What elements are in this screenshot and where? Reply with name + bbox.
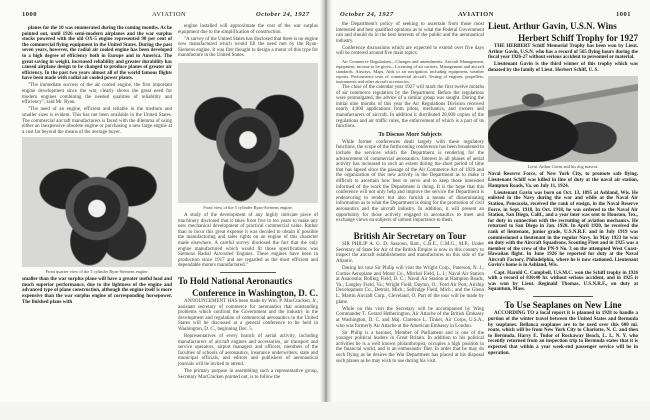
- paragraph: While former conferences dealt largely with these regulatory functions, the scope of the forthcoming conference has been broadened to include the services which the Department is rendering for the advancement of commercial aeronautics. Interest in all phases of aerial activity has increased to such an extent during the short period of time that has lapsed since the passage of the Air Commerce Act of 1926 and the organization of this new activity in the Department as to make it difficult to ascertain how best to serve and to keep those interested informed of the work the Department is doing. It is the hope that this conference will not only help and improve the service the Department is endeavoring to render but also furnish a means of disseminating information as to what the Department is doing for the promotion of civil aeronautics and the aircraft industry. In addition, it will present an opportunity for those actively engaged in aeronautics to meet and exchange views on subjects of utmost importance to them.: [336, 139, 484, 224]
- issue-date: October 24, 1927: [256, 11, 310, 18]
- engine-photo-front-quarter: [22, 137, 172, 267]
- paragraph: ANNOUNCEMENT HAS been made by Wm. P. MacCracken, Jr., assistant secretary of commerce for aeronautics that outstanding problems which confront the Government and the industry in the development and regulation of commercial aeronautics in the United States will be discussed at a general conference to be held in Washington, D. C., beginning Dec. 5.: [178, 299, 318, 332]
- right-page: [326, 0, 650, 402]
- paragraph: Lieutenant Gavin was born on Oct. 13, 1895 at Ashland, Wis. He enlisted in the Navy during the war and while at the Naval Air Station, Pensacola, received the rank of ensign, in the Naval Reserve Force, in Sept. 1918. In Oct. 1918, he was ordered to the Naval Air Station, San Diego, Calif., and a year later was sent to Houston, Tex., for duty in connection with the recruiting of aviation mechanics. He returned to San Diego in Jan. 1920. In April 1920, he received the rank of lieutenant, junior grade, U.S.N.R.F. and in July 1919 was commissioned a lieutenant in the regular Navy. In May 1923 he was on duty with the Aircraft Squadrons, Scouting Fleet and in 1925 was a member of the crew of the PN-9 No. 3 on the attempted West Coast-Hawaiian flight. In June 1926 he reported for duty at the Naval Aircraft Factory, Philadelphia, where he is now stationed. Lieutenant Gavin's home is in Ashland, Wis.: [488, 190, 638, 269]
- headline: Lieut. Arthur Gavin, U.S.N. Wins: [488, 21, 617, 31]
- paragraph: THE HERBERT Schiff Memorial Trophy has been won by Lieut. Arthur Gavin, U.S.N. who has a record of 565 flying hours during the fiscal year 1926-27 without serious accident to personnel or material.: [488, 44, 638, 61]
- paragraph: Naval Reserve Force, of New York City, to promote safe flying. Lieutenant Schiff was killed in line of duty at the naval air station, Hampton Roads, Va. on July 11, 1924.: [488, 172, 638, 189]
- paragraph: Representatives of every branch of aerial activity, including manufacturers of aircraft engines and accessories, air transport and service operators, airport managers and officers, members of the faculties of schools of aeronautics, insurance underwriters, state and municipal officials, and editors and publishers of aeronautical journals will be invited to attend.: [178, 334, 318, 368]
- paragraph: "The need of an engine, efficient and reliable in the medium and smaller sizes is evident. This has not been available in the United States. The commercial aircraft manufacturers is faced with the dilemma of using either an inexpensive obsolete engine or purchasing a new large engine at a cost far beyond the means of the average buyer.: [22, 107, 172, 135]
- paragraph: While on this visit the Secretary will be accompanied by Wing Commander T. Gerard Hetherington, Air Attache of the British Embassy at Washington, D. C. and Maj. Clarence L. Tinker, Air Corps, U.S.A., who was formerly Air Attache at the American Embassy in London.: [336, 306, 484, 329]
- paragraph: Capt. Harold C. Campbell, U.S.M.C. won the Schiff trophy in 1926 with a record of 830:40 hr. without serious accident, and in 1925 it was won by Lieut. Reginald Thomas, U.S.N.R.F., on duty at Squantum, Mass.: [488, 270, 638, 293]
- paragraph: The close of the calendar year 1927 will mark the first twelve months of air commerce regulation by the Department. Before the regulations were promulgated, the advice of a similar group was sought. During the initial nine months of this year the Air Regulations Division received nearly 4,000 applications from pilots, mechanics, and owners and manufacturers of aircraft. In addition it distributed 28,000 copies of the regulations and air traffic rules, the enforcement of which is a part of its functions.: [336, 85, 484, 130]
- paragraph: SIR PHILIP A. G. D. Sassoon, Bart., C.B.E., C.M.G., M.P., Under Secretary of State for Air of the British Empire is now in this country to inspect the aircraft establishments and manufactures on this side of the Atlantic.: [336, 242, 484, 264]
- page-number: 1001: [616, 11, 631, 18]
- page-gutter: [320, 0, 332, 402]
- divider: [533, 296, 593, 297]
- running-head: AVIATION: [152, 11, 187, 18]
- photo-caption: Front view of the 5 cylinder Ryan-Siemens engine.: [203, 205, 293, 211]
- paragraph: the Department's policy of seeking to ascertain from those most interested and best qualified opinions as to what the Federal Government can and should do in the best interests of the public and the aeronautical industry.: [336, 22, 484, 44]
- paragraph: "The immediate success of the air cooled engine, the first important engine development since the war, clearly shows the great need for modern engines combining the needed qualities of reliability and efficiency", said Mr. Ryan.: [22, 83, 172, 106]
- divider: [380, 227, 439, 228]
- paragraph: Conference discussions which are expected to extend over five days will be centered around five main topics:: [336, 45, 484, 57]
- headline: British Air Secretary on Tour: [353, 230, 467, 241]
- paragraph: Air Commerce Regulations—Changes and amendments. Aircraft Management, equipment, income to be given—Licensing of air carriers. Management and aircraft standards. Airways, Maps, Aids to air navigation, including equipment, weather reports. Performance tests of commercial aircraft. Testing of engines, propellers, instruments and other aircraft accessories.: [336, 58, 484, 84]
- page-number: 1000: [22, 11, 37, 18]
- right-column-2: [488, 20, 638, 358]
- issue-date: October 24, 1927: [340, 11, 394, 18]
- paragraph: "A survey of the United States has disclosed that there is no engine now manufactured which would fill the need met by the Ryan-Siemens engine. It was first thought to design a motor of this type for manufacture in the United States.: [178, 36, 318, 59]
- engine-photo-front: [178, 63, 318, 203]
- divider: [220, 272, 276, 273]
- left-column-1: [22, 26, 172, 307]
- subheading: To Discuss More Subjects: [378, 131, 442, 138]
- photo-caption: Front quarter view of the 5 cylinder Ryan-Siemens engine.: [45, 269, 149, 275]
- running-head: AVIATION: [458, 11, 494, 18]
- headline: Conference in Washington, D. C.: [192, 287, 318, 298]
- paragraph: planes for the 10 was enumerated during the coming months. As he pointed out, until 1926 semi-modern airplanes and the war surplus stocks powered with the old OX-5 engine represented 90 per cent of the commercial flying equipment in the United States. During the past seven years, however, the radial air cooled engine has been developed to a high degree of efficiency both in Europe and in America. The great saving in weight, increased reliability and greater durability has caused airplane design to be changed to produce planes of greater air efficiency. In the past two years almost all of the world famous flights have been made with radial air cooled power plants.: [22, 26, 172, 82]
- photo-caption: Lieut. Arthur Gavin and his dog mascot.: [527, 164, 599, 170]
- left-column-2: [178, 24, 318, 382]
- paragraph: A study of the development of any highly intricate piece of machinery disclosed that it takes from five to ten years to make any new mechanical development of practical commercial value. Rather than to incur this great expense it was decided to obtain if possible the manufacturing and sales rights on an engine of this character made elsewhere. A careful survey disclosed the fact that the only engine manufactured which would fit those specifications was Siemens Radial Aircooled Engines. These engines have been in production since 1917 and are regarded as the most efficient and dependable motors manufactured.": [178, 213, 318, 269]
- right-column-1: [336, 22, 484, 366]
- gavin-photo: [488, 76, 638, 162]
- paragraph: smaller than the war surplus plane will have a greater useful load and much superior performance, due to the lightness of the engine and advanced type of plane construction, although the engine itself is more expensive than the war surplus engine of corresponding horsepower. The finished plane with: [22, 277, 172, 305]
- paragraph: ACCORDING TO a local report it is planned in 1928 to handle a portion of the winter travel between the United States and Bermuda by seaplanes. Bellanca seaplanes are to be used over this 600 mi. route, which will be from New York City to Charlotte, N. C. and then to Bermuda. Harry E. Tudor of Rockaway Beach, L. I., N. Y. who recently returned from an inspection trip to Bermuda states that it is expected that within a year week-end passenger service will be in operation.: [488, 311, 638, 356]
- paragraph: During his tour Sir Philip will visit the Wright Corp., Paterson, N. J.; Curtiss Aeroplane and Motor Co., Mitchel Field, L. I.; Naval Air Station at Anacostia; Bolling Field, D. C.; Naval Air Station at Hampton Roads, Va.; Langley Field, Va.; Wright Field, Dayton, O.; Ford Air Port, Airship Development Co., Detroit, Mich.; Selfridge Field, Mich.; and the Glenn L. Martin Aircraft Corp., Cleveland, O. Part of the tour will be made by plane.: [336, 266, 484, 305]
- headline: To Use Seaplanes on New Line: [504, 299, 622, 310]
- paragraph: Sir Philip is a baronet, Member of Parliament and is one of the younger political leaders in Great Britain. In addition to his political activities he is a well known philanthropist, occupies a high position in the financial world, and is an enthusiastic flier. In order that he may do such flying as he desires the War Department has placed at his disposal such planes as he may wish to use during his visit.: [336, 330, 484, 364]
- paragraph: engine installed will approximate the cost of the war surplus equipment due to the simplification of construction.: [178, 24, 318, 35]
- left-page: [0, 0, 326, 402]
- paragraph: The primary purpose in assembling such a representative group, Secretary MacCracken pointed out, is to follow the: [178, 369, 318, 380]
- paragraph: Lieutenant Gavin is the third winner of this trophy which was donated by the family of Lieut. Herbert Schiff, U. S.: [488, 62, 638, 73]
- headline: Herbert Schiff Trophy for 1927: [518, 32, 638, 43]
- headline: To Hold National Aeronautics: [178, 276, 293, 286]
